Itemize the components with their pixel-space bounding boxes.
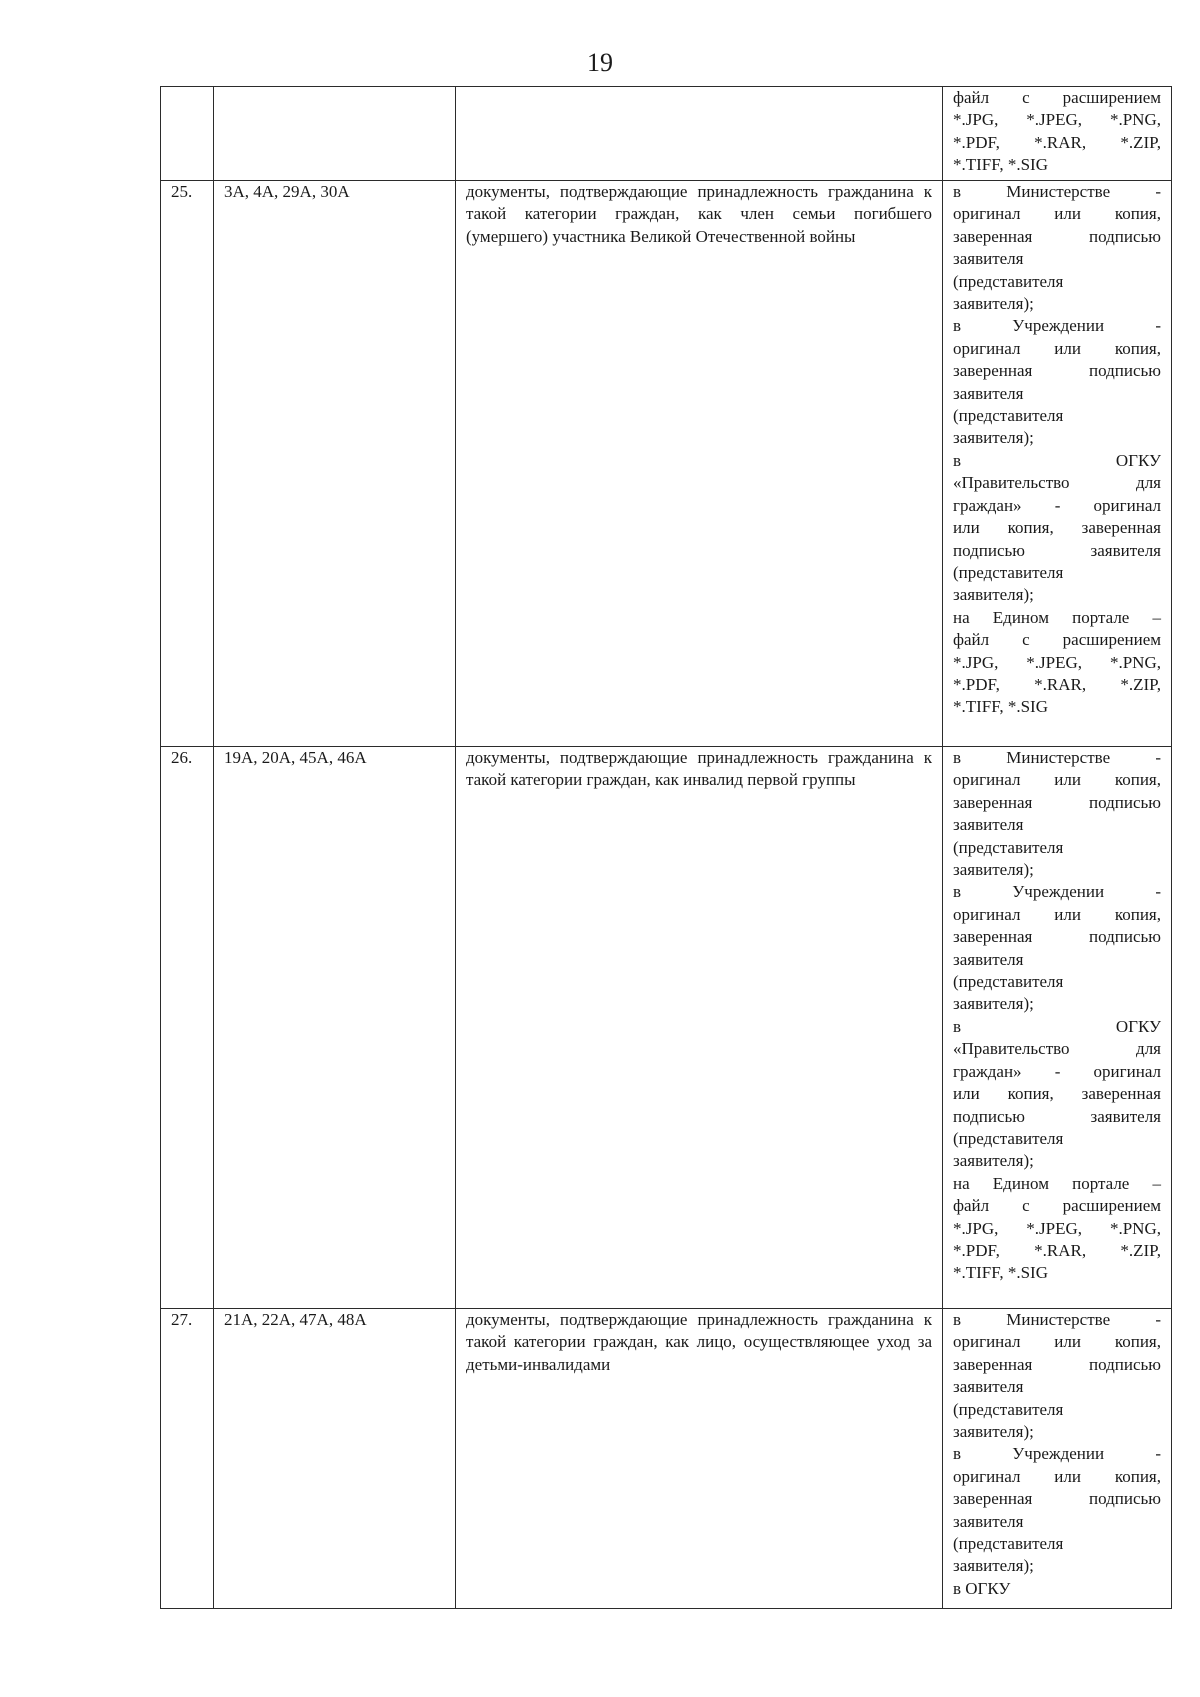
word: с [1022,88,1030,107]
word: или [1054,904,1081,924]
submission-line [953,629,1161,651]
word: подписью [1089,226,1161,246]
submission-line [953,904,1161,926]
word: или [1054,1466,1081,1486]
word: *.JPEG, [1026,110,1083,130]
word: *.PNG, [1109,652,1161,672]
word: расширением [1062,88,1161,107]
submission-line: (представителя [953,1128,1064,1148]
word: *.PDF, [953,674,1000,694]
word: оригинал [953,1466,1021,1486]
word: оригинал [953,1332,1021,1352]
submission-line [953,1173,1161,1195]
word: заверенная [953,927,1033,947]
submission-line [953,360,1161,382]
submission-method [943,181,1172,747]
word: заверенная [953,226,1033,246]
word: в [953,450,962,470]
word: *.JPEG, [1026,1218,1083,1238]
submission-line [953,1443,1161,1465]
submission-line: заявителя [953,249,1024,269]
word: Министерстве [1006,182,1111,201]
word: или [953,1084,980,1104]
word: в [953,1016,962,1036]
submission-line [953,607,1161,629]
submission-line [953,881,1161,903]
submission-line [953,1309,1161,1331]
submission-line: в ОГКУ [953,1578,1011,1598]
submission-line: заявителя); [953,1422,1034,1442]
row-number: 25. [161,181,214,747]
word: или [953,518,980,538]
documents-table [160,86,1172,1609]
word: Министерстве [1006,1310,1111,1329]
word: или [1054,204,1081,224]
submission-line [953,450,1161,472]
word: подписью [1089,361,1161,381]
word: заверенная [953,792,1033,812]
word: граждан» [953,495,1022,515]
word: *.RAR, [1034,1240,1087,1260]
word: файл [953,630,990,650]
word: копия, [1114,1466,1161,1486]
table-row-continuation [161,87,1172,181]
word: «Правительство [953,473,1070,493]
submission-line [953,338,1161,360]
submission-line [953,495,1161,517]
word: заявителя [1090,1106,1161,1126]
word: *.ZIP, [1120,674,1161,694]
page-number: 19 [587,48,613,77]
submission-line [953,1016,1161,1038]
word: ОГКУ [1115,1016,1161,1036]
submission-line [953,203,1161,225]
word: оригинал [1093,495,1161,515]
word: - [1054,495,1061,515]
word: *.PDF, [953,132,1000,152]
submission-line: (представителя [953,972,1064,992]
submission-line [953,132,1161,154]
submission-cell [943,87,1172,181]
word: Министерстве [1006,748,1111,767]
word: файл [953,1196,990,1216]
category-codes: 19А, 20А, 45А, 46А [214,747,456,1309]
word: на [953,1173,970,1193]
word: Едином [992,607,1049,627]
number-cell [161,87,214,181]
word: подписью [1089,1354,1161,1374]
word: *.ZIP, [1120,132,1161,152]
documents-cell [456,87,943,181]
word: в [953,1310,962,1329]
word: *.JPEG, [1026,652,1083,672]
word: *.JPG, [953,110,999,130]
submission-line [953,1218,1161,1240]
word: портале [1072,1173,1130,1193]
word: - [1155,316,1161,336]
submission-line [953,226,1161,248]
word: ОГКУ [1115,450,1161,470]
submission-line: (представителя [953,562,1064,582]
word: оригинал [953,204,1021,224]
submission-line [953,1061,1161,1083]
submission-line: *.TIFF, *.SIG [953,155,1048,175]
submission-line [953,674,1161,696]
submission-line: (представителя [953,1399,1064,1419]
word: в [953,882,962,902]
submission-line [953,540,1161,562]
submission-line: заявителя); [953,1151,1034,1171]
submission-line: заявителя); [953,428,1034,448]
submission-line [953,1195,1161,1217]
word: - [1155,882,1161,902]
submission-line [953,1240,1161,1262]
word: с [1022,630,1030,650]
word: Учреждении [1012,882,1105,902]
word: подписью [953,540,1025,560]
row-number: 27. [161,1309,214,1609]
word: копия, [1114,770,1161,790]
word: *.JPG, [953,1218,999,1238]
word: - [1155,182,1161,201]
submission-line [953,769,1161,791]
word: заверенная [1081,518,1161,538]
word: с [1022,1196,1030,1216]
word: копия, [1007,518,1054,538]
submission-line [953,1106,1161,1128]
submission-line [953,652,1161,674]
word: копия, [1114,338,1161,358]
submission-line [953,1083,1161,1105]
word: копия, [1114,1332,1161,1352]
word: *.RAR, [1034,132,1087,152]
word: оригинал [953,770,1021,790]
word: *.ZIP, [1120,1240,1161,1260]
documents-table-body [161,87,1172,1609]
submission-line: заявителя); [953,585,1034,605]
submission-line: заявителя); [953,1556,1034,1576]
submission-line: *.TIFF, *.SIG [953,1263,1048,1283]
submission-line: *.TIFF, *.SIG [953,697,1048,717]
word: в [953,316,962,336]
word: на [953,607,970,627]
word: - [1054,1061,1061,1081]
submission-line [953,926,1161,948]
word: копия, [1114,904,1161,924]
submission-line [953,181,1161,203]
word: *.PNG, [1109,1218,1161,1238]
word: – [1152,1173,1161,1193]
word: портале [1072,607,1130,627]
word: копия, [1114,204,1161,224]
submission-line [953,1038,1161,1060]
required-documents: документы, подтверждающие принадлежность гражданина к такой категории граждан, как лицо, осуществляющее уход за детьми-инвалидами [456,1309,943,1609]
word: в [953,182,962,201]
submission-line: (представителя [953,406,1064,426]
submission-line [953,472,1161,494]
word: для [1136,473,1161,493]
word: подписью [1089,927,1161,947]
table-row [161,181,1172,747]
word: заявителя [1090,540,1161,560]
submission-line: заявителя [953,815,1024,835]
word: – [1152,607,1161,627]
word: оригинал [953,904,1021,924]
word: заверенная [953,1354,1033,1374]
submission-line: (представителя [953,1534,1064,1554]
word: - [1155,1310,1161,1329]
word: заверенная [953,361,1033,381]
required-documents: документы, подтверждающие принадлежность гражданина к такой категории граждан, как инвалид первой группы [456,747,943,1309]
submission-line [953,1331,1161,1353]
word: подписью [1089,1489,1161,1509]
word: *.PDF, [953,1240,1000,1260]
word: граждан» [953,1061,1022,1081]
submission-line: заявителя [953,1377,1024,1397]
submission-line: заявителя [953,949,1024,969]
submission-line: заявителя); [953,294,1034,314]
submission-line [953,109,1161,131]
word: *.PNG, [1109,110,1161,130]
required-documents: документы, подтверждающие принадлежность гражданина к такой категории граждан, как член семьи погибшего (умершего) участника Великой Отечественной войны [456,181,943,747]
submission-line [953,1354,1161,1376]
table-row [161,747,1172,1309]
word: копия, [1007,1084,1054,1104]
table-row [161,1309,1172,1609]
submission-line: заявителя); [953,860,1034,880]
word: или [1054,1332,1081,1352]
word: «Правительство [953,1039,1070,1059]
submission-method [943,747,1172,1309]
category-codes: 21А, 22А, 47А, 48А [214,1309,456,1609]
word: расширением [1062,1196,1161,1216]
word: заверенная [953,1489,1033,1509]
submission-method [943,1309,1172,1609]
word: Едином [992,1173,1049,1193]
word: в [953,748,962,767]
submission-line [953,1488,1161,1510]
word: оригинал [953,338,1021,358]
word: или [1054,338,1081,358]
word: - [1155,1444,1161,1464]
word: Учреждении [1012,1444,1105,1464]
word: *.JPG, [953,652,999,672]
submission-line: заявителя [953,383,1024,403]
word: в [953,1444,962,1464]
submission-line [953,747,1161,769]
word: файл [953,88,990,107]
submission-line: заявителя [953,1511,1024,1531]
submission-line [953,87,1161,109]
submission-line [953,792,1161,814]
word: заверенная [1081,1084,1161,1104]
word: - [1155,748,1161,767]
word: расширением [1062,630,1161,650]
category-codes: 3А, 4А, 29А, 30А [214,181,456,747]
codes-cell [214,87,456,181]
submission-line [953,315,1161,337]
word: для [1136,1039,1161,1059]
submission-line [953,1466,1161,1488]
row-number: 26. [161,747,214,1309]
submission-line: (представителя [953,837,1064,857]
submission-line: заявителя); [953,994,1034,1014]
word: Учреждении [1012,316,1105,336]
word: подписью [953,1106,1025,1126]
word: *.RAR, [1034,674,1087,694]
word: подписью [1089,792,1161,812]
word: или [1054,770,1081,790]
submission-line: (представителя [953,271,1064,291]
submission-line [953,517,1161,539]
word: оригинал [1093,1061,1161,1081]
